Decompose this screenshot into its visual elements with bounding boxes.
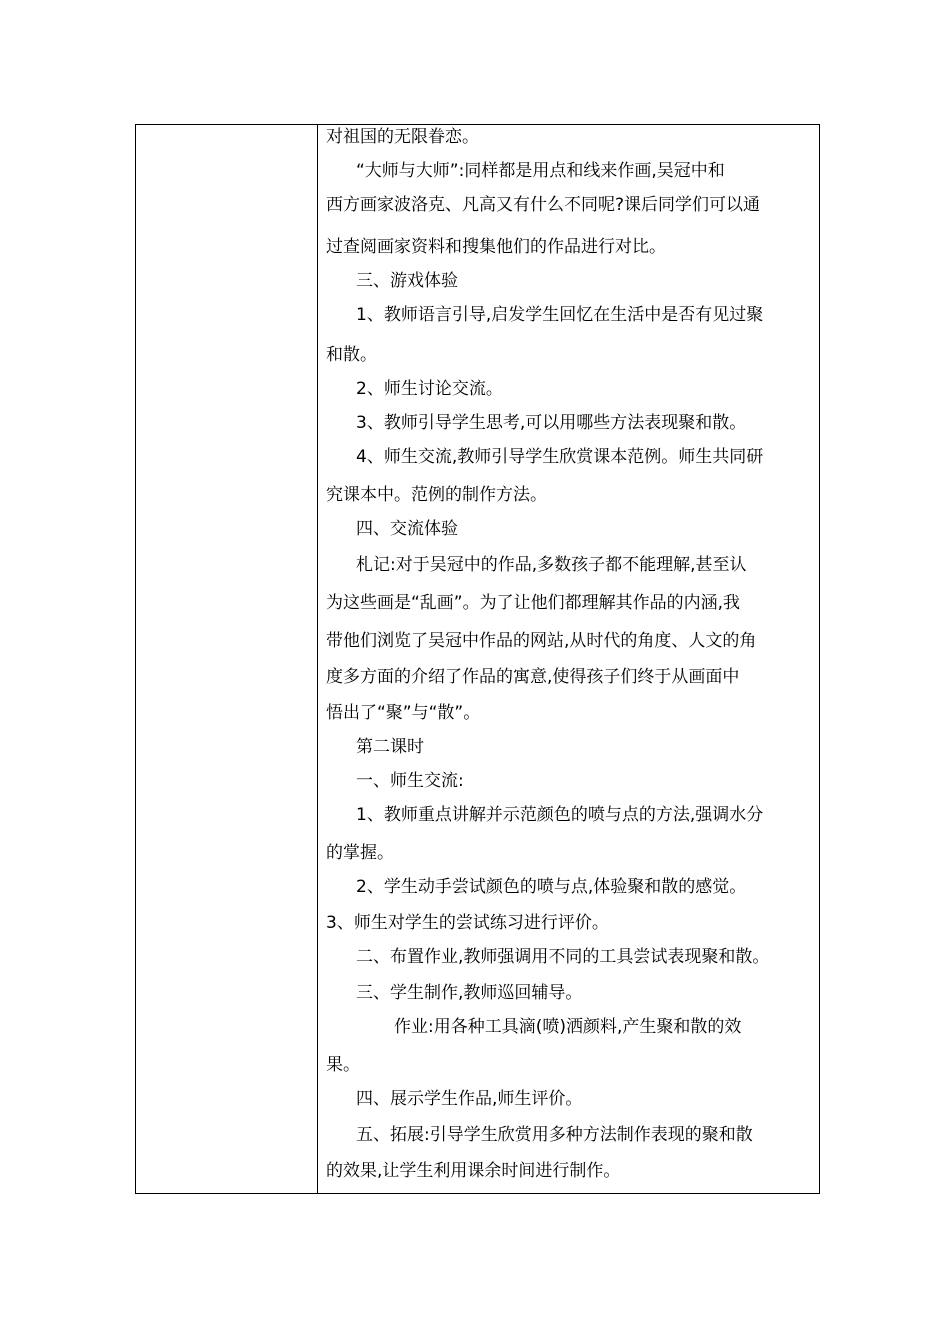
text-line: 对祖国的无限眷恋。 bbox=[326, 127, 479, 147]
column-divider bbox=[317, 125, 318, 1193]
text-line: 1、教师语言引导,启发学生回忆在生活中是否有见过聚 bbox=[356, 305, 764, 325]
text-line: 四、展示学生作品,师生评价。 bbox=[356, 1089, 583, 1109]
text-line: 为这些画是“乱画”。为了让他们都理解其作品的内涵,我 bbox=[326, 593, 741, 613]
text-line: 三、游戏体验 bbox=[356, 271, 458, 291]
text-line: 二、布置作业,教师强调用不同的工具尝试表现聚和散。 bbox=[356, 947, 770, 967]
text-line: 三、学生制作,教师巡回辅导。 bbox=[356, 983, 583, 1003]
text-line: 度多方面的介绍了作品的寓意,使得孩子们终于从画面中 bbox=[326, 667, 740, 687]
text-line: 4、师生交流,教师引导学生欣赏课本范例。师生共同研 bbox=[356, 447, 764, 467]
text-line: 1、教师重点讲解并示范颜色的喷与点的方法,强调水分 bbox=[356, 805, 764, 825]
text-line: 一、师生交流: bbox=[356, 771, 464, 791]
text-line: 过查阅画家资料和搜集他们的作品进行对比。 bbox=[326, 237, 666, 257]
lesson-table bbox=[135, 124, 820, 1194]
text-line: 带他们浏览了吴冠中作品的网站,从时代的角度、人文的角 bbox=[326, 631, 757, 651]
text-line: 札记:对于吴冠中的作品,多数孩子都不能理解,甚至认 bbox=[356, 555, 747, 575]
text-line: 第二课时 bbox=[356, 737, 424, 757]
text-line: 的效果,让学生利用课余时间进行制作。 bbox=[326, 1161, 621, 1181]
text-line: 西方画家波洛克、凡高又有什么不同呢?课后同学们可以通 bbox=[326, 195, 761, 215]
text-line: 3、教师引导学生思考,可以用哪些方法表现聚和散。 bbox=[356, 413, 747, 433]
text-line: 作业:用各种工具滴(喷)洒颜料,产生聚和散的效 bbox=[394, 1017, 742, 1037]
text-line: 悟出了“聚”与“散”。 bbox=[326, 703, 481, 723]
text-line: 五、拓展:引导学生欣赏用多种方法制作表现的聚和散 bbox=[356, 1125, 753, 1145]
text-line: 的掌握。 bbox=[326, 843, 394, 863]
text-line: 和散。 bbox=[326, 345, 377, 365]
text-line: 2、学生动手尝试颜色的喷与点,体验聚和散的感觉。 bbox=[356, 877, 747, 897]
text-line: 3、师生对学生的尝试练习进行评价。 bbox=[326, 913, 609, 933]
text-line: 四、交流体验 bbox=[356, 519, 458, 539]
text-line: 果。 bbox=[326, 1055, 360, 1075]
text-line: 2、师生讨论交流。 bbox=[356, 379, 503, 399]
text-line: “大师与大师”:同样都是用点和线来作画,吴冠中和 bbox=[356, 161, 725, 181]
text-line: 究课本中。范例的制作方法。 bbox=[326, 485, 547, 505]
